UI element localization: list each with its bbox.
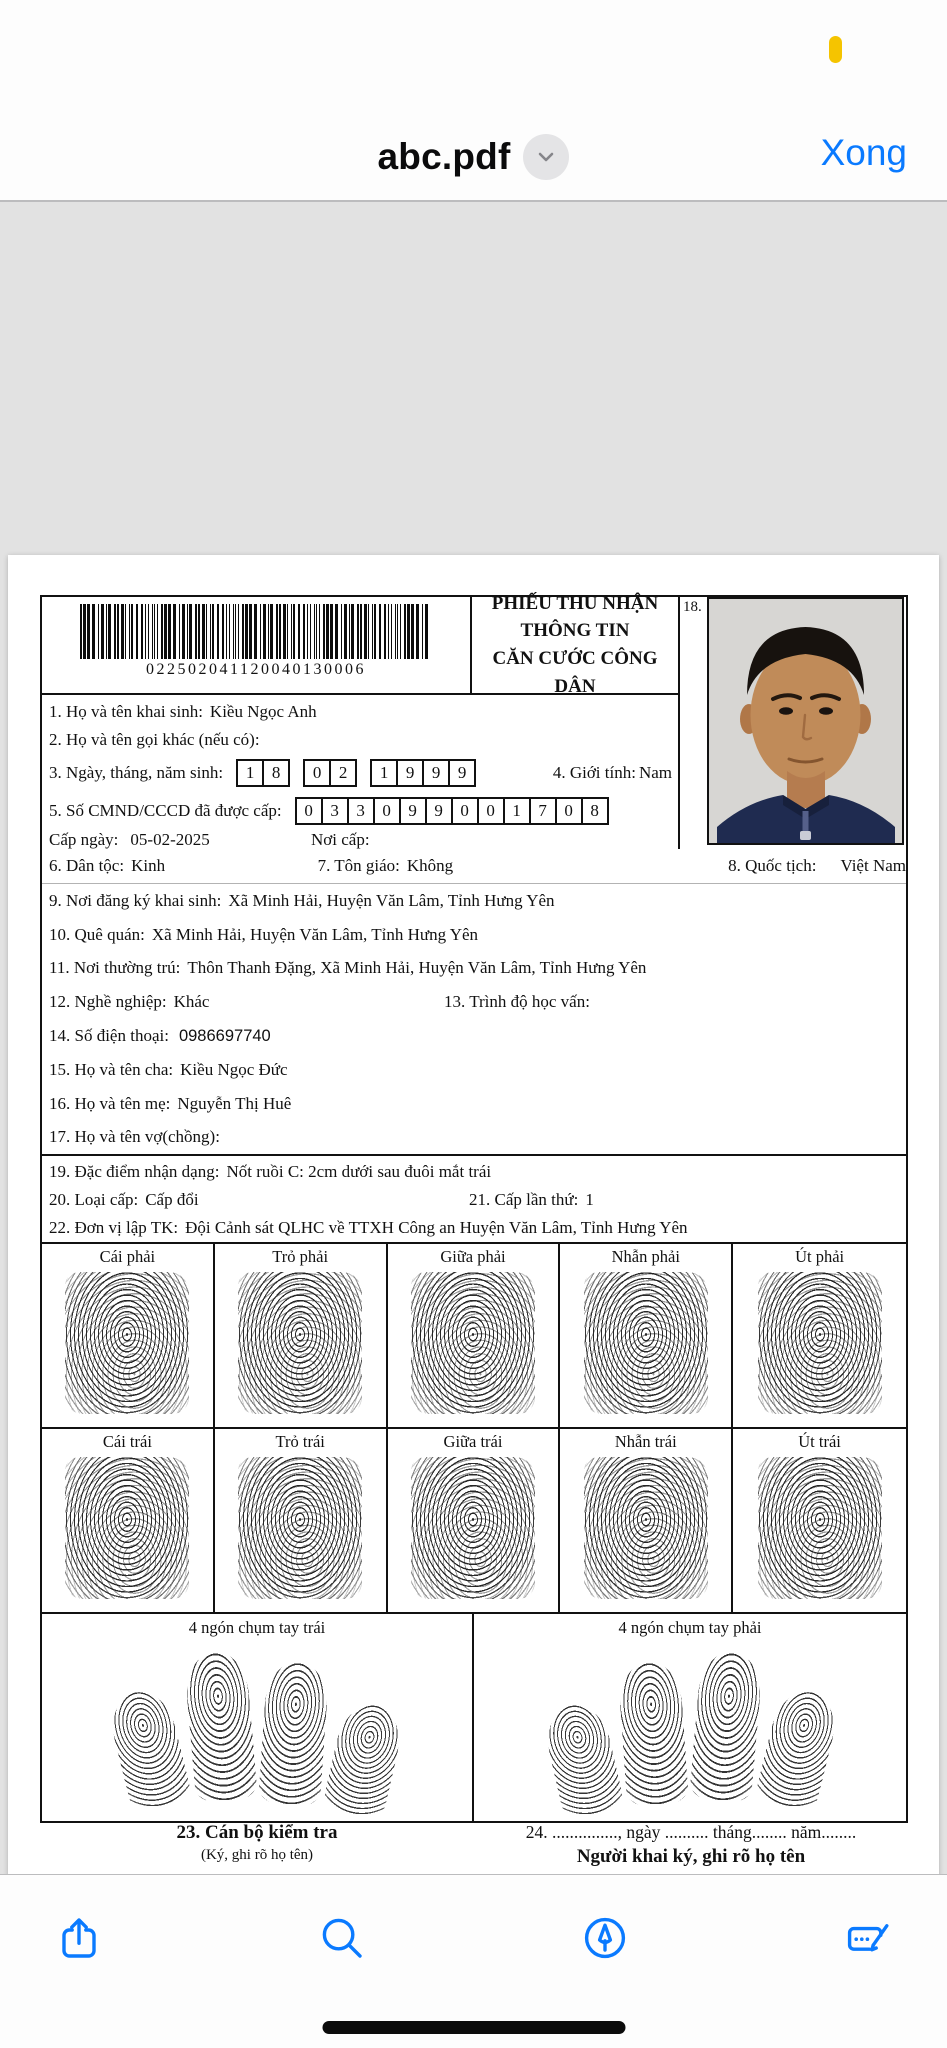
fingerprint-image <box>238 1272 362 1414</box>
field-row-11 <box>49 951 906 985</box>
field-7-value: Không <box>406 855 454 875</box>
field-11-label: 11. Nơi thường trú: <box>49 958 181 978</box>
field-8-label: 8. Quốc tịch: <box>728 855 817 875</box>
digit-group <box>236 759 290 787</box>
field-20 <box>49 1190 469 1210</box>
field-2-label: 2. Họ và tên gọi khác (nếu có): <box>49 729 260 749</box>
field-15-label: 15. Họ và tên cha: <box>49 1059 174 1079</box>
fingerprint-cell <box>388 1429 561 1612</box>
field-17-label: 17. Họ và tên vợ(chồng): <box>49 1126 220 1146</box>
four-finger-label: 4 ngón chụm tay phải <box>618 1617 762 1637</box>
share-icon <box>55 1914 103 1962</box>
field-8 <box>728 856 906 876</box>
fingerprint-cell <box>733 1244 906 1427</box>
barcode-cell <box>42 597 472 693</box>
signature-fill-icon <box>844 1914 892 1962</box>
cap-ngay-label: Cấp ngày: <box>49 830 119 849</box>
fingerprint-row <box>42 1244 906 1427</box>
portrait-photo <box>707 597 904 845</box>
fingerprint-cell <box>733 1429 906 1612</box>
fingerprint-cell <box>560 1244 733 1427</box>
bottom-toolbar <box>0 1874 947 2048</box>
field-row-19 <box>49 1158 906 1186</box>
field-row-3-4 <box>49 754 678 791</box>
field-8-value: Việt Nam <box>840 855 906 875</box>
four-finger-cell <box>42 1614 474 1821</box>
fingerprint-row <box>42 1427 906 1612</box>
fingerprint-cell <box>560 1429 733 1612</box>
fingerprint-cell <box>42 1244 215 1427</box>
recording-indicator-pill[interactable] <box>829 36 842 63</box>
field-10-value: Xã Minh Hải, Huyện Văn Lâm, Tỉnh Hưng Yên <box>151 924 479 944</box>
fingerprint-label: Giữa phải <box>440 1247 506 1266</box>
toolbar-icons-row <box>0 1875 947 1963</box>
digit-group <box>370 759 476 787</box>
field-10-label: 10. Quê quán: <box>49 924 145 944</box>
field-6-label: 6. Dân tộc: <box>49 855 125 875</box>
field-row-22 <box>49 1214 906 1242</box>
fingerprint-image <box>411 1457 535 1599</box>
form-left-column <box>42 592 680 849</box>
field-21-label: 21. Cấp lần thứ: <box>469 1190 579 1210</box>
barcode-number: 022502041120040130006 <box>146 661 366 678</box>
field-19-value: Nốt ruồi C: 2cm dưới sau đuôi mắt trái <box>226 1162 492 1182</box>
four-finger-label: 4 ngón chụm tay trái <box>188 1617 326 1637</box>
field-3-label: 3. Ngày, tháng, năm sinh: <box>49 762 224 782</box>
digit-box: 8 <box>581 797 609 825</box>
digit-box: 0 <box>477 797 505 825</box>
four-finger-section <box>42 1612 906 1821</box>
search-button[interactable] <box>317 1913 367 1963</box>
digit-box: 2 <box>329 759 357 787</box>
digit-box: 0 <box>451 797 479 825</box>
dob-digit-boxes <box>223 759 476 787</box>
field-1-label: 1. Họ và tên khai sinh: <box>49 701 203 721</box>
finger-print <box>618 1659 690 1807</box>
four-finger-cell <box>474 1614 906 1821</box>
noi-cap-segment <box>311 830 377 850</box>
digit-box: 0 <box>373 797 401 825</box>
field-row-16 <box>49 1087 906 1121</box>
digit-box: 7 <box>529 797 557 825</box>
field-4-value: Nam <box>638 762 672 782</box>
digit-box: 1 <box>370 759 398 787</box>
portrait-illustration <box>709 599 902 843</box>
fingerprint-image <box>758 1272 882 1414</box>
markup-pen-icon <box>581 1914 629 1962</box>
digit-box: 9 <box>448 759 476 787</box>
field-4-label: 4. Giới tính: <box>552 762 636 782</box>
digit-box: 3 <box>347 797 375 825</box>
field-23-label: 23. Cán bộ kiểm tra <box>176 1822 338 1843</box>
fingerprint-image <box>411 1272 535 1414</box>
fingerprint-label: Trỏ phải <box>272 1247 329 1266</box>
field-14-value: 0986697740 <box>178 1026 271 1045</box>
digit-group <box>303 759 357 787</box>
field-13 <box>444 992 597 1012</box>
digit-box: 0 <box>303 759 331 787</box>
document-title: abc.pdf <box>377 136 511 177</box>
fingerprint-cell <box>215 1429 388 1612</box>
finger-print <box>104 1684 193 1813</box>
field-9-label: 9. Nơi đăng ký khai sinh: <box>49 890 222 910</box>
fingerprint-image <box>65 1457 189 1599</box>
field-11-value: Thôn Thanh Đặng, Xã Minh Hải, Huyện Văn Lâm, Tỉnh Hưng Yên <box>187 958 647 978</box>
field-21-value: 1 <box>585 1190 594 1210</box>
field-24-subtext: Người khai ký, ghi rõ họ tên <box>576 1846 806 1867</box>
digit-box: 0 <box>555 797 583 825</box>
pdf-page <box>8 555 939 1885</box>
field-5-label: 5. Số CMND/CCCD đã được cấp: <box>49 800 282 820</box>
form-title-line2: CĂN CƯỚC CÔNG DÂN <box>492 648 658 697</box>
fingerprint-label: Nhẫn trái <box>614 1432 677 1451</box>
fingerprint-image <box>584 1272 708 1414</box>
finger-print <box>257 1659 329 1807</box>
digit-box: 1 <box>236 759 264 787</box>
field-12-label: 12. Nghề nghiệp: <box>49 992 167 1012</box>
fields-1-to-5 <box>42 695 678 850</box>
field-row-15 <box>49 1053 906 1087</box>
field-row-capngay <box>49 830 678 850</box>
field-7 <box>318 856 729 876</box>
field-6-value: Kinh <box>131 855 166 875</box>
digit-box: 0 <box>295 797 323 825</box>
fields-6-to-22 <box>42 849 906 1242</box>
digit-box: 9 <box>396 759 424 787</box>
fingerprint-label: Giữa trái <box>443 1432 503 1451</box>
fingerprint-label: Út phải <box>795 1247 845 1266</box>
search-icon <box>318 1914 366 1962</box>
field-13-label: 13. Trình độ học vấn: <box>444 992 590 1012</box>
photo-cell <box>680 597 906 849</box>
finger-print <box>540 1698 626 1821</box>
fingerprint-image <box>238 1457 362 1599</box>
field-row-6-7-8 <box>49 849 906 883</box>
fingerprint-label: Cái trái <box>102 1432 152 1451</box>
share-button[interactable] <box>54 1913 104 1963</box>
form-title <box>472 592 678 697</box>
cap-ngay-segment <box>49 830 311 850</box>
digit-box: 3 <box>321 797 349 825</box>
field-21 <box>469 1190 594 1210</box>
finger-print <box>755 1684 844 1813</box>
digit-box: 8 <box>262 759 290 787</box>
fingerprint-cell <box>42 1429 215 1612</box>
field-4-gender <box>553 763 672 783</box>
cap-ngay-value: 05-02-2025 <box>130 830 210 849</box>
fingerprint-image <box>584 1457 708 1599</box>
chevron-down-icon <box>535 146 557 168</box>
declarant-signature-block <box>474 1822 908 1868</box>
noi-cap-label: Nơi cấp: <box>311 830 370 849</box>
digit-box: 9 <box>422 759 450 787</box>
field-20-label: 20. Loại cấp: <box>49 1190 139 1210</box>
field-15-value: Kiều Ngọc Đức <box>180 1059 288 1079</box>
cmnd-digit-boxes <box>295 797 609 825</box>
section-divider <box>42 1154 906 1156</box>
field-row-1 <box>49 698 678 725</box>
pdf-scroll-area[interactable] <box>0 202 947 1874</box>
done-button[interactable]: Xong <box>820 132 907 173</box>
markup-button[interactable] <box>580 1913 630 1963</box>
cccd-form-table <box>40 592 908 1823</box>
form-top-section <box>42 592 906 849</box>
field-22-value: Đội Cảnh sát QLHC về TTXH Công an Huyện Văn Lâm, Tỉnh Hưng Yên <box>185 1218 688 1238</box>
field-7-label: 7. Tôn giáo: <box>317 855 400 875</box>
field-23-subtext: (Ký, ghi rõ họ tên) <box>200 1847 314 1863</box>
digit-box: 9 <box>425 797 453 825</box>
signature-section <box>40 1822 908 1868</box>
home-indicator[interactable] <box>322 2021 625 2034</box>
fingerprint-cell <box>215 1244 388 1427</box>
fingerprint-cell <box>388 1244 561 1427</box>
field-row-12-13 <box>49 985 906 1019</box>
nav-divider <box>0 200 947 202</box>
digit-box: 9 <box>399 797 427 825</box>
signature-button[interactable] <box>843 1913 893 1963</box>
photo-field-number: 18. <box>683 599 702 615</box>
title-menu-button[interactable] <box>523 134 569 180</box>
barcode-image <box>80 604 432 659</box>
field-16-value: Nguyễn Thị Huê <box>177 1093 292 1113</box>
field-row-2 <box>49 725 678 754</box>
field-19-label: 19. Đặc điểm nhận dạng: <box>49 1162 220 1182</box>
fingerprint-grid <box>42 1242 906 1612</box>
inspector-signature-block <box>40 1822 474 1868</box>
finger-print <box>689 1649 764 1804</box>
field-row-9 <box>42 883 906 918</box>
field-24-label: 24. ..............., ngày .......... tháng........ năm........ <box>525 1822 857 1842</box>
field-9-value: Xã Minh Hải, Huyện Văn Lâm, Tỉnh Hưng Yên <box>228 890 555 910</box>
form-header-row <box>42 592 678 697</box>
four-finger-print-image <box>474 1641 906 1821</box>
field-row-17 <box>49 1121 906 1153</box>
fingerprint-label: Trỏ trái <box>275 1432 325 1451</box>
four-finger-print-image <box>42 1641 472 1821</box>
field-6 <box>49 856 318 876</box>
field-1-value: Kiều Ngọc Anh <box>209 701 317 721</box>
field-row-20-21 <box>49 1186 906 1214</box>
field-20-value: Cấp đổi <box>145 1190 199 1210</box>
top-navigation-bar <box>0 0 947 200</box>
document-title-group <box>378 134 570 180</box>
fingerprint-image <box>65 1272 189 1414</box>
fingerprint-label: Cái phải <box>99 1247 156 1266</box>
field-16-label: 16. Họ và tên mẹ: <box>49 1093 171 1113</box>
field-row-10 <box>49 918 906 952</box>
digit-box: 1 <box>503 797 531 825</box>
fingerprint-label: Nhẫn phải <box>611 1247 680 1266</box>
field-row-14 <box>49 1019 906 1053</box>
finger-print <box>183 1649 258 1804</box>
form-title-line1: PHIẾU THU NHẬN THÔNG TIN <box>491 592 659 642</box>
fingerprint-label: Út trái <box>798 1432 841 1451</box>
field-row-5 <box>49 791 678 830</box>
finger-print <box>321 1698 407 1821</box>
field-22-label: 22. Đơn vị lập TK: <box>49 1218 179 1238</box>
field-14-label: 14. Số điện thoại: <box>49 1026 169 1046</box>
field-12 <box>49 992 444 1012</box>
fingerprint-image <box>758 1457 882 1599</box>
field-12-value: Khác <box>173 992 210 1012</box>
